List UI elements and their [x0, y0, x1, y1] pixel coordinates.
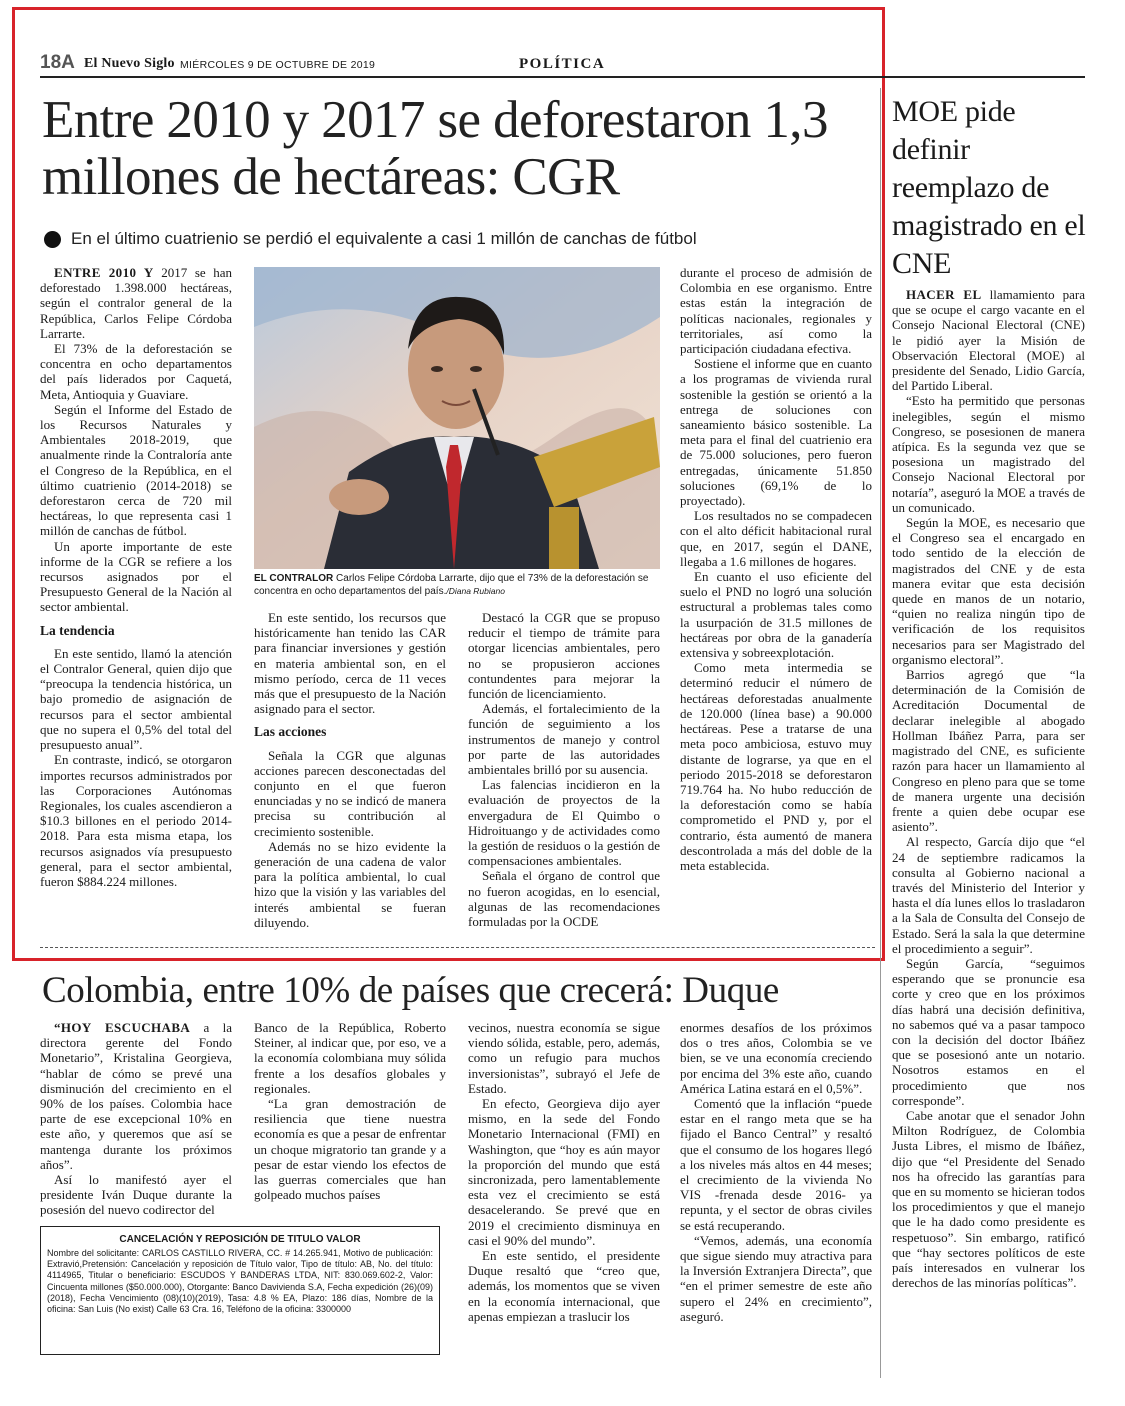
paragraph-text: llamamiento para que se ocupe el cargo vacante en el Consejo Nacional Electoral (CNE) le pidió ayer la Misión de Observación Electoral (MOE) al presidente del Senado, Lidio García, del Partido Liberal.: [892, 287, 1085, 394]
column-rule: [880, 88, 881, 1378]
paragraph: Señala la CGR que algunas acciones parecen desconectadas del conjunto en el que fueron enunciadas y no se indicó de manera precisa su contribución al crecimiento sostenible.: [254, 747, 446, 839]
paragraph: Comentó que la inflación “puede estar en el rango meta que se ha fijado el Banco Central” y resaltó que el consumo de los hogares llegó a los niveles más altos en 44 meses; el crecimiento de la vivienda No VIS -frenada desde 2016- ya repunta, y el sector de obras civiles se está recuperando.: [680, 1096, 872, 1233]
duque-story-column-2: [254, 1020, 446, 1202]
lead-words: HACER EL: [906, 287, 982, 302]
paragraph: En cuanto el uso eficiente del suelo el PND no logró una solución estructural a problemas tales como la usurpación de 31.5 millones de hectáreas por obra de la ganadería extensiva y sobreexplotación.: [680, 569, 872, 661]
duque-story-column-1: [40, 1020, 232, 1218]
main-story-column-3: [468, 610, 660, 929]
main-kicker: [44, 229, 697, 249]
paragraph: Las falencias incidieron en la evaluación de proyectos de la envergadura de El Quimbo o Hidroituango y de actividades como la gestión de residuos o la gestión de compensaciones ambientales.: [468, 777, 660, 869]
main-story-column-4: [680, 265, 872, 873]
bullet-icon: [44, 231, 61, 248]
paragraph: Cabe anotar que el senador John Milton Rodríguez, de Colombia Justa Libres, el mismo de Ibáñez, dijo que “el Presidente del Senado nos ha ofrecido las garantías para que en su momento se hicieran todos los procedimientos y que el manejo que le ha dado como presidente es respetuoso”. Sin embargo, ratificó que “hay sectores políticos de este país interesados en vulnerar los derechos de las minorías políticas”.: [892, 1107, 1085, 1291]
classified-notice: [40, 1226, 440, 1355]
paragraph: En contraste, indicó, se otorgaron importes recursos administrados por las Corporaciones Autónomas Regionales, los cuales ascendieron a $10.3 billones en el periodo 2014-2018. Para esta misma etapa, los recursos asignados vía presupuesto general, para el sector ambiental, fueron $884.224 millones.: [40, 752, 232, 889]
paragraph: Así lo manifestó ayer el presidente Iván Duque durante la posesión del nuevo codirector del: [40, 1172, 232, 1218]
paragraph: En este sentido, el presidente Duque resaltó que “creo que, además, los momentos que se viven en la economía internacional, que apenas empiezan a traslucir los: [468, 1248, 660, 1324]
paragraph-text: 2017 se han deforestado 1.398.000 hectáreas, según el contralor general de la República, Carlos Felipe Córdoba Larrarte.: [40, 265, 232, 341]
paragraph: vecinos, nuestra economía se sigue viendo sólida, estable, pero, además, como un refugio para muchos inversionistas”, subrayó el Jefe de Estado.: [468, 1020, 660, 1096]
moe-story-body: [892, 287, 1085, 1290]
newspaper-name: El Nuevo Siglo: [84, 56, 175, 71]
paragraph: Según el Informe del Estado de los Recursos Naturales y Ambientales 2018-2019, que anualmente rinde la Contraloría ante el Congreso de la República, en el último cuatrienio (2014-2018) se deforestaron cerca de 720 mil hectáreas, lo que representa casi 1 millón de canchas de fútbol.: [40, 401, 232, 539]
paragraph: Según García, “seguimos esperando que se pronuncie esa corte y creo que en los próximos días habrá una decisión definitiva, no sabemos qué va a pasar tampoco con la decisión del doctor Ibáñez que se posesionó ante un notario. Nosotros estamos en el procedimiento que nos corresponde”.: [892, 955, 1085, 1108]
paragraph: “Esto ha permitido que personas inelegibles, según el mismo Congreso, se posesionen de manera atípica. Es la segunda vez que se posesiona un magistrado del Consejo Nacional Electoral por notaría”, aseguró la MOE a través de un comunicado.: [892, 393, 1085, 515]
page-number: 18A: [40, 52, 75, 73]
paragraph: durante el proceso de admisión de Colombia en ese organismo. Entre estas están la integración de políticas nacionales, regionales y territoriales, así como la participación ciudadana efectiva.: [680, 265, 872, 357]
paragraph: Destacó la CGR que se propuso reducir el tiempo de trámite para otorgar licencias ambientales, pero no se propusieron acciones contundentes para mejorar la función de licenciamiento.: [468, 610, 660, 702]
paragraph: Además, el fortalecimiento de la función de seguimiento a los instrumentos de manejo y control por parte de las autoridades ambientales brilló por su ausencia.: [468, 701, 660, 778]
paragraph: “Vemos, además, una economía que sigue siendo muy atractiva para la Inversión Extranjera Directa”, que “en el primer semestre de este año supero el 24% en crecimiento”, aseguró.: [680, 1232, 872, 1324]
paragraph: “La gran demostración de resiliencia que tiene nuestra economía es que a pesar de enfrentar un choque migratorio tan grande y a pesar de estar viendo los efectos de las guerras comerciales que han golpeado muchos países: [254, 1096, 447, 1203]
paragraph: enormes desafíos de los próximos dos o tres años, Colombia se ve bien, se ve una economía creciendo por encima del 3% este año, cuando América Latina estará en el 0,5%”.: [680, 1020, 872, 1096]
paragraph: Barrios agregó que “la determinación de la Comisión de Acreditación Documental de declarar inelegible al abogado Hollman Ibáñez Parra, para ser magistrado del CNE, es suficiente razón para hacer un llamamiento al Congreso en pleno para que se tome de manera urgente una decisión frente a quien debe ocupar ese asiento”.: [892, 667, 1085, 835]
paragraph: Un aporte importante de este informe de la CGR se refiere a los recursos asignados por el Presupuesto General de la Nación al sector ambiental.: [40, 538, 232, 615]
paragraph: Como meta intermedia se determinó reducir el número de hectáreas deforestadas anualmente de 120.000 (línea base) a 90.000 hectáreas. Pese a tratarse de una meta poco ambiciosa, estuvo muy distante de lograrse, ya que en el periodo 2015-2018 se deforestaron 719.764 ha. No hubo reducción de la deforestación como se había comprometido el PND y, por el contrario, ésta aumentó de manera descontrolada a más del doble de la meta establecida.: [680, 660, 872, 873]
duque-story-column-3: [468, 1020, 660, 1324]
main-story-column-2: [254, 610, 446, 930]
paragraph: En este sentido, llamó la atención el Contralor General, quien dijo que “preocupa la tendencia histórica, un bajo promedio de asignación de recursos para el sector ambiental que no supera el 0,5% del total del presupuesto anual”.: [40, 645, 232, 753]
photo-caption: [254, 572, 660, 598]
moe-headline: MOE pide definir reemplazo de magistrado en el CNE: [892, 95, 1086, 280]
classified-title: CANCELACIÓN Y REPOSICIÓN DE TITULO VALOR: [119, 1234, 361, 1245]
story-divider: [40, 947, 875, 948]
duque-headline: Colombia, entre 10% de países que crecerá: Duque: [42, 970, 779, 1011]
paragraph: [892, 287, 1085, 393]
header-rule: [40, 76, 1085, 78]
section-title: POLÍTICA: [519, 56, 606, 72]
main-story-column-1: [40, 265, 232, 889]
caption-lead: EL CONTRALOR: [254, 573, 334, 584]
paragraph: Además no se hizo evidente la generación de una cadena de valor para la política ambiental, lo cual hizo que la visión y las variables del interés ambiental se fueran diluyendo.: [254, 838, 446, 930]
subheading: La tendencia: [40, 622, 115, 638]
issue-date: MIÉRCOLES 9 DE OCTUBRE DE 2019: [180, 59, 376, 71]
paragraph: Al respecto, García dijo que “el 24 de septiembre radicamos la consulta al Gobierno nacional a través del Ministerio del Interior y hasta el día lunes ellos lo trasladaron a la Sala de Consulta del Consejo de Estado. Será la sala la que determine el procedimiento a seguir”.: [892, 834, 1085, 956]
subheading: Las acciones: [254, 724, 327, 740]
kicker-text: En el último cuatrienio se perdió el equivalente a casi 1 millón de canchas de fútbol: [71, 229, 697, 248]
paragraph: Banco de la República, Roberto Steiner, al indicar que, por eso, ve a la economía colombiana muy sólida frente a los desafíos globales y regionales.: [254, 1020, 446, 1096]
photo-credit: /Diana Rubiano: [446, 586, 505, 596]
duque-story-column-4: [680, 1020, 872, 1324]
paragraph-text: a la directora gerente del Fondo Monetario”, Kristalina Georgieva, “hablar de cómo se prevé una disminución del crecimiento en el 90% de los países. Colombia hace parte de ese excepcional 10% en este año, y queremos que así se mantenga durante los próximos años”.: [40, 1020, 232, 1172]
main-headline: Entre 2010 y 2017 se deforestaron 1,3 millones de hectáreas: CGR: [42, 91, 828, 206]
caption-text: Carlos Felipe Córdoba Larrarte, dijo que el 73% de la deforestación se concentra en ocho departamentos del país.: [254, 573, 649, 597]
paragraph: En efecto, Georgieva dijo ayer mismo, en la sede del Fondo Monetario Internacional (FMI) en Washington, que “hoy es aún mayor la proporción del mundo que está sincronizada, pero lamentablemente esta vez el crecimiento se está desacelerando. Se prevé que en 2019 el crecimiento disminuya en casi el 90% del mundo”.: [468, 1096, 660, 1248]
lead-words: ENTRE 2010 Y: [54, 265, 154, 280]
paragraph: [40, 1020, 232, 1172]
paragraph: Los resultados no se compadecen con el alto déficit habitacional rural que, en 2017, según el DANE, llegaba a 1.6 millones de hogares.: [680, 508, 872, 569]
classified-body: Nombre del solicitante: CARLOS CASTILLO RIVERA, CC. # 14.265.941, Motivo de publicación: Extravió,Pretensión: Cancelación y reposición de Título valor, Tipo de título: AB, No. del título: 4114965, Titular o beneficiario: ESCUDOS Y BANDERAS LTDA, NIT: 830.069.602-2, Valor: Cincuenta millones ($50.000.000), Otorgante: Banco Davivienda S.A, Fecha expedición (26)(09)(2018), Fecha Vencimiento (08)(10)(2019), Tasa: 4.8 % EA, Plazo: 186 días, Nombre de la oficina: San Luis (No exist) Calle 63 Cra. 16, Teléfono de la oficina: 3300000: [47, 1248, 433, 1315]
paragraph: Sostiene el informe que en cuanto a los programas de vivienda rural sostenible la gestión se orientó a la entrega de soluciones con saneamiento básico sostenible. La meta para el final del cuatrienio era de 75.000 soluciones, pero fueron entregadas, únicamente 51.850 soluciones (69,1% de lo proyectado).: [680, 356, 872, 509]
lead-words: “HOY ESCUCHABA: [54, 1020, 191, 1035]
paragraph: En este sentido, los recursos que históricamente han tenido las CAR para financiar inversiones y gestión en materia ambiental son, en el mismo período, cerca de 11 veces más que el presupuesto de la Nación asignado para el sector.: [254, 610, 446, 717]
paragraph: [40, 265, 232, 341]
paragraph: Según la MOE, es necesario que el Congreso sea el encargado en todo sentido de la elección de magistrados del CNE y de esta manera evitar que esta decisión quede en manos de un notario, “quien no realiza ningún tipo de verificación de los requisitos necesarios para ser Magistrado del organismo electoral”.: [892, 515, 1085, 667]
contralor-photo: [254, 267, 660, 569]
paragraph: Señala el órgano de control que no fueron acogidas, en lo esencial, algunas de las recomendaciones formuladas por la OCDE: [468, 868, 660, 930]
paragraph: El 73% de la deforestación se concentra en ocho departamentos del país liderados por Caquetá, Meta, Antioquia y Guaviare.: [40, 341, 232, 402]
